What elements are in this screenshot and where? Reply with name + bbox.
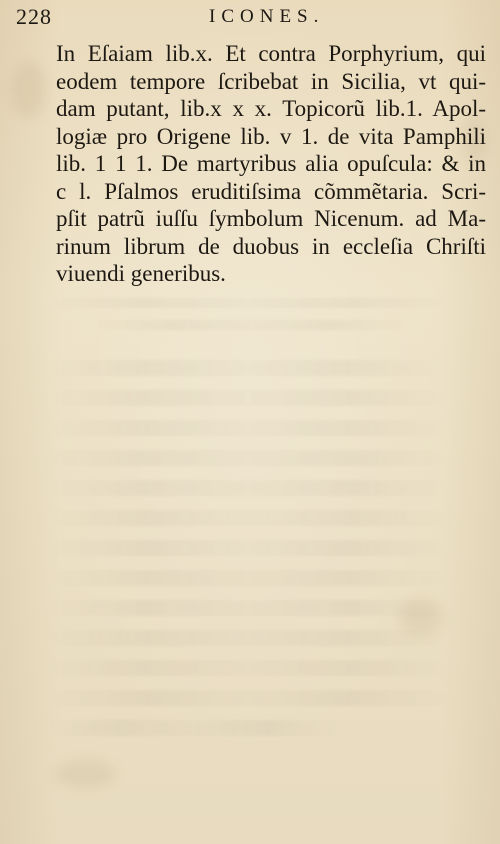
show-through-line — [44, 510, 452, 526]
main-text — [56, 40, 486, 288]
show-through-line — [44, 690, 452, 706]
text-line: c l. Pſalmos eruditiſsima cõmmẽtaria. Scri- — [56, 178, 486, 204]
text-line: pſit patrũ iuſſu ſymbolum Nicenum. ad Ma- — [56, 206, 486, 231]
paper-stain — [12, 62, 46, 118]
text-line: dam putant, lib.x x x. Topicorũ lib.1. Apol- — [56, 96, 486, 121]
text-line: eodem tempore ſcribebat in Sicilia, vt qui- — [56, 68, 486, 94]
text-line: In Eſaiam lib.x. Et contra Porphyrium, qui — [56, 41, 486, 66]
show-through-line — [44, 298, 452, 308]
show-through-line — [44, 480, 452, 496]
show-through-line — [44, 450, 452, 466]
show-through-line — [44, 570, 452, 586]
text-line: rinum librum de duobus in eccleſia Chriſti — [56, 233, 486, 259]
show-through-line — [44, 720, 344, 736]
running-head: ICONES. — [209, 6, 325, 27]
page-number: 228 — [16, 4, 52, 29]
show-through-line — [44, 600, 452, 616]
text-line: logiæ pro Origene lib. v 1. de vita Pamphili — [56, 123, 486, 149]
text-line: viuendi generibus. — [56, 261, 226, 286]
show-through-line — [44, 420, 452, 436]
show-through-line — [91, 320, 412, 330]
show-through-line — [44, 630, 452, 646]
show-through-line — [44, 390, 452, 406]
show-through-line — [44, 660, 452, 676]
show-through-text — [0, 294, 500, 844]
show-through-line — [44, 540, 452, 556]
text-line: lib. 1 1 1. De martyribus alia opuſcula: & in — [56, 151, 486, 176]
show-through-line — [44, 360, 450, 376]
